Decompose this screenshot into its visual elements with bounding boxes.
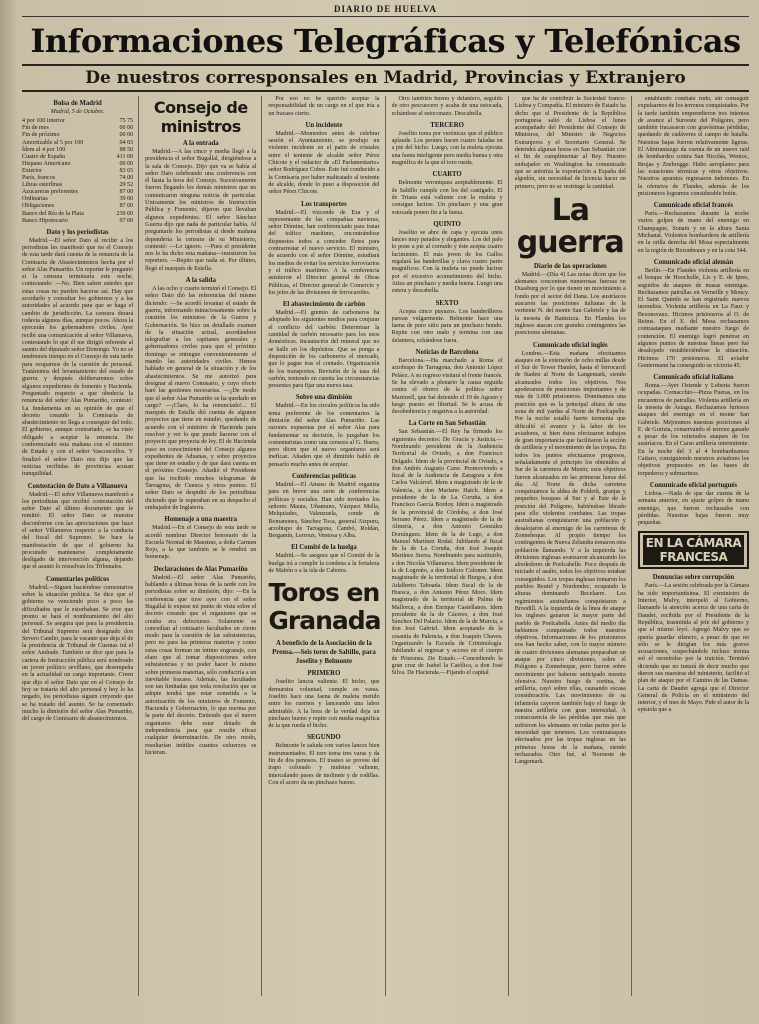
market-value: 00 00 — [119, 132, 134, 139]
section-title: Homenaje a una maestra — [164, 516, 238, 524]
section-title: Conferencias políticas — [291, 473, 356, 481]
war-title: La guerra — [516, 192, 624, 260]
article-body: Madrid.—Siguen haciéndose comentarios sobre la situación política. Se dice que el gobierno va venciendo poco a poco las dificultades que le estorbaban. Se cree que pronto se hará el nombramiento del alto personal. Se asegura que para la presidencia del Tribunal Supremo será designado don Severo Candio, para la vacante que deja el de la presidencia de Tribunal de Cuentas irá el señor Andrade. También se dice que para la cartera de Instrucción pública será nombrado un joven político sevillano, que desempeña en la actualidad un cargo importante. Creen que dijo el señor Dato que en el Consejo de hoy se trataría del alto personal y hoy lo ha negado, los periodistas siguen creyendo que se ha tratado del asunto. Se ha comentado mucho la dimisión del señor Alas Pumariño, del cargo de Comisario de abastecimientos. — [22, 584, 134, 723]
market-row — [22, 118, 133, 125]
article-body: Por eso no he querido aceptar la responsabilidad de un cargo en el que iría a un fracaso cierto. — [268, 96, 380, 117]
market-value: 83 65 — [119, 167, 134, 174]
bullfight-lead: A beneficio de la Asociación de la Prensa.—Seis toros de Saltillo, para Joselito y Belmonte — [272, 640, 376, 666]
section-title: Denuncias sobre corrupción — [652, 574, 735, 582]
article-body: A las ocho y cuarto terminó el Consejo. El señor Dato dió las referencias del mismo diciendo: —Se acordó levantar el estado de guerra, informando minuciosamente sobre la cuestión los ministros de la Guerra y Gobernación. Se hizo un detallado examen de la situación actual, acordándose telegrafiar a los capitanes generales y gobernadores civiles para que el próximo domingo se entregue convenientemente el mando las autoridades civiles. Hemos hablado en general de la situación y de los abastecimientos. Se me autorizó para designar al nuevo Comisario, y cuyo efecto haré las gestiones necesarias. —¿De modo que el señor Alas Pumariño se ha quedado en cargo? —¡Claro, lo ha renunciado!... El marqués de Estella dió cuenta de algunos proyectos que tiene en estudio, quedando de acuerdo con el ministro de Hacienda para resolver y ver lo que puede hacerse con el proyecto que proyecta de ley. El de Hacienda puso en conocimiento del Consejo algunos expedientes de Aduanas, y sobre proyectos que tiene en estudio y de que dará cuenta en el próximo Consejo. Añadió el Presidente que ha recibido muchos telegramas de Tarragona, de Cuenca y otros puntos. El señor Dato se despidió de los periodistas diciendo que le esperaban en su despacho el embajador de Inglaterra. — [145, 286, 257, 511]
article-body: Madrid.—El gremio de carboneros ha adoptado los siguientes medios para conjurar el conflicto del carbón: Determinar la cantidad de carbón necesario para los usos domésticos. Incautación del mineral que no se halle en los depósitos. Que se ponga a disposición de los carboneros el mercado, que lo pague tras el contado. Organización de los transportes. Revisión de la tasa del carbón, teniendo en cuenta las circunstancias presentes para fijar una nueva tasa. — [268, 310, 380, 390]
market-row — [22, 132, 133, 139]
market-row — [22, 218, 133, 225]
market-row — [22, 161, 133, 168]
article-body: entablando combate rudo, sin conseguir expulsarnos de los terrenos conquistados. Por la tarde también emprendieron tres intentos de avance al Suroeste del Polígono, pero también fracasaron con gravísimas pérdidas, quedando de cadáveres el campo de batalla. Nuestras bajas fueron relativamente ligeras. El Almirantazgo da cuenta de un nuevo raid de bombardeo contra San Nicolás, Wentoc, Brujas y Zeebrugge. Hubo aeroplanos para las estaciones térmicas y otros objetivos. Nuestros aparatos regresaron indemnes. En la ofensiva de Flandes, además de los prisioneros logramos considerable botín. — [637, 96, 750, 197]
market-label: Exterior — [22, 167, 42, 174]
market-label: Hispano Americano — [22, 160, 71, 167]
article-body: Londres.—Esta mañana efectuamos ataques en la extensión de ocho millas desde el Sur de Tower Hamlet, hasta el ferrocarril de Staden al Norte de Langemark, siendo alcanzados todos los objetivos. Nos apoderamos de posiciones importantes y de más de 3.000 prisioneros. Dominamos una posición que es la principal altura de una zona de mil yardas al Norte de Poelcapelle. Por la noche estalló fuerte tormenta que dificultó el avance y la labor de los aviadores, si bien éstos efectuaron trabajos de gran importancia que facilitaron la acción de artillería y el movimiento de las tropas. En todos los puntos efectuamos progresos, señaladamente el principio los obtenidos al Sur de la carretera de Menin; esos objetivos fueron alcanzados en las primeras horas del día. Al Norte de dicha carretera conquistamos la aldea de Polderk, granjas y pequeños bosques al Sur y al Este de la posición del Polígono, habiéndose librado para ello violentos combates. Las tropas australianas conquistaron una población y desalojaron al enemigo de las carreteras de Zonnebeque. Al propio tiempo los contingentes de Nueva Zelandia tomaron otra población llamando. Y a la izquierda las divisiones inglesas avanzaron alcanzando los alrededores de Poelcabelle. Poco después de iniciado el asalto, todos los objetivos estaban conseguidos. Los tropas inglesas tomaron los pueblos Reutel y Nordondec, ocupando la alturas dominando Becelaere. Los regimientos australianos conquistaron a Broodill. A la izquierda de la línea de ataque los ingleses ganaron la mayor parte del pueblo de Poelcabelle. Antes del medio día habíamos conquistado todos nuestros objetivos. Informaciones de los prisioneros nos han hecho saber, con lo mayor número de cuatro divisiones alemanas preparaban un ataque por cinco divisiones, sobre el Polígono a Zonnebeque, pero fueron sobre movimiento por haberse anticipado nuestra ofensiva. Nuestro fuego de cortina, de artillería, cayó sobre ellas, causando escasa consideración. Las movimientos de su infantería cayeron también bajo el fuego de nuestra artillería con gran intensidad. A consecuencia de las pérdidas que más que sufrieron los alemanes en todas partes por la necesidad que tenemos. Los contraataques efectuados por las tropas inglesas en las primeras horas de la mañana, siendo rechazados. Otro fué, al Noroeste de Langemark. — [514, 350, 626, 766]
section-title: Declaraciones de Alas Pumariño — [153, 565, 248, 573]
article-body: Madrid.—En el Consejo de esta tarde se acordó nombrar Director honorario de la Escuela Normal de Maestras, a doña Carmen Rojo, a la que también se le rendirá un homenaje. — [145, 525, 257, 561]
market-row — [22, 168, 133, 175]
market-row — [22, 196, 133, 203]
market-row — [22, 154, 133, 161]
section-title: Los transportes — [301, 200, 347, 208]
market-row — [22, 125, 133, 132]
article-body: París.—Rechazamos durante la noche varios golpes de mano del enemigo en Champagne, Sonain y en la altura Santa Michanal. Violentos bombardeos de artillería en la orilla derecha del Mosa especialmente en la región de Bezonbeaux y en la cota 344. — [637, 211, 750, 254]
article-body: Madrid.—El vizconde de Eza y el representante de las compañías navieras, señor Dómine, han conferenciado para tratar del tráfico marítimo, encontrándose dispuestos todos a conceder fletes para contrarrestar el nuevo servicio. El ministro, de acuerdo con el señor Dómine, estudiará los medios de evitar los servicios ferroviarios y el tráfico marítimo. A la conferencia asistieron el Director general de Obras Públicas, el Director general de Comercio y los jefes de las divisiones de ferrocarriles. — [268, 209, 380, 296]
section-title: El abastecimiento de carbón — [282, 301, 365, 309]
market-value: 97 00 — [119, 217, 134, 224]
columns — [22, 96, 749, 996]
section-title: Contestación de Dato a Villanueva — [27, 482, 128, 490]
section-title: Comunicado oficial italiano — [653, 374, 734, 382]
article-body: París.—La sesión celebrada por la Cámara ha sido importantísima. El exministro de Interior, Malvy, interpeló al Gobierno, llamando la atención acerca de una carta de Daudet, recibida por el Presidente de la República, trasmitida al jefe del gobierno y que el mismo leyó. Agregó Malvy que se quería guardar silencio, a pesar de que no sólo se le dirigían los más graves acusaciones, sospechándole incluso treinta sol el reembolso por la traición. Terminó diciendo que no tratará de decir mucho que dieron sus maestras del ministerio, facilitó el plan de ataque por el Camino de las Damas. La carta de Daudet agrega que el Director General de Policía en el ministerio del interior, y el mes de Mayo. Pide el autor de la epístola que a — [637, 583, 750, 714]
article-body: Joselito torea por verónicas que el público aplaude. Los peones hacen cuatro faladas en a pie del bicho. Luego, con la muleta ejecuta una faena inteligente pero media buena y otra magnífica de la que el toro rueda. — [391, 130, 503, 167]
market-value: 94 65 — [119, 139, 134, 146]
article-body: Madrid.—A las cinco y media llegó a la presidencia el señor Bugallal, dirigiéndose a la sala de Consejo. Dijo que va se había al señor Dato celebrando una conferencia con él hasta la hora del Consejo. Sucesivamente fueron llegando los demás ministros que no comunicaron ninguna noticia de particular. Únicamente los ministros de Instrucción Pública y Fomento, dijeron que llevaban algunos expedientes. El señor Sánchez Guerra dijo que nada de particular había. Al preguntarle los periodistas si desde mañana dependería la censura de su Ministerio, contestó: —Lo ignoro. —Pues el presidente nos lo ha dicho esta mañana—insistieron los reporters. —Repito que nada sé. Por último, llegó el marqués de Estella. — [145, 149, 257, 272]
article-body: San Sebastián.—El Rey ha firmado los siguientes decretos: De Gracia y Justicia.—Nombrando presidente de la Audiencia Territorial de Oviedo, a don Francisco Delgado. Idem de la provincial de Oviedo, a don Andrés Augusto Cano. Promoviendo a fiscal de la Audiencia de Zaragoza a don Carlos Valcárcel. Idem a magistrado de la de Valencia, a don Mariano Hatch. Idem a presidente de la de La Coruña, a don Francisco García Bordoy. Idem a magistrado de la provincial de Córdoba, a don José Serrano Pérez. Idem a magistrado de la de Almería, a don Antonio González Domínguez. Idem de la de Lugo, a don Manuel Martínez Rodal. Jubilando al fiscal de la de La Coruña, don José Joaquín Martínez Sierra. Nombrando para sustituirlo, a don Nicolás Villanueva. Idem presidente de la de Logroño, a don Isidoro Colomer. Idem magistrado de la territorial de Burgos, a don Adalberto Taboada. Idem fiscal de la de Huesca, a don Antonio Pérez Moro. Idem magistrado de la territorial de Palma de Mallorca, a don Enrique Castellanos. Idem presidente de la de Cáceres, a don José Sánchez Del Palacio. Idem de la de Murcia, a don José Gabriel. Idem aceptando de la cesantía de Palencia, a don Joaquín Chaves. Organizando la Escuela de Criminología. Jubilando al regresar y acceso en el cuerpo de Prisiones. De Estado.—Concediendo la gran cruz de Isabel la Católica, a don José Silva. De Hacienda.—Fijando el capital — [391, 429, 503, 677]
market-label: Ídem al 4 por 100 — [22, 146, 66, 153]
column-2 — [145, 96, 262, 996]
article-body: Joselito lancea valiente. El bicho, que demuestra voluntad, cumple en varas. Joselito hace una faena de maleta metido entre los cuernos y lanceando una labor admirable. A la hora de la verdad deja un pinchazo bueno y repite con media magnífica de la que rueda el bicho. — [268, 679, 380, 730]
article-body: Madrid.—El señor Villanueva manifestó a los periodistas que recibió contestación del señor Dato al último documento que le remitió. El señor Dato se muestra disconforme con las apreciaciones que hace el señor Villanueva respecto a la conducta del fiscal del Supremo. Se hace la manifestación de que el gobierno ha procurado mantenerse completamente desligado de intervención alguna, dejando que el asunto lo resuelvan los Tribunales. — [22, 491, 134, 571]
market-table — [22, 118, 133, 224]
article-body: Madrid.—(Día 4) Las notas dicen que los alemanes concentran numerosas fuerzas en Duasburg por lo que tienen un movimiento a fondo por el sector del Dana. Los austríacos atacaron las posiciones italianas de la vertiente N. del monte San Gabriele y las de la meseta de Bainsizza. En Flandes los ingleses atacan con grandes contingentes las posiciones alemanas. — [514, 271, 626, 337]
section-title: A la salida — [185, 277, 216, 285]
headline-rule — [22, 64, 749, 66]
article-body: Roma.—Ayer Ostende y Loberia fueron ocupadas. Cornacchio—Pizza Fueras, en los encuentros de patrullas. Violenta artillería en la meseta de Asiago. Rechazamos furiosos ataques del enemigo en el monte San Gabriele. Mejoramos nuestras posiciones al E. de Gorizia, conservando el terreno ganado a pesar de los reiterados ataques de los austríacos. En el Carso artillería intermitente. En la noche del 3 al 4 bombardeamos Cattaro, consiguiendo nuestros aviadores los objetivos propuestos en las bases de torpederos y submarinos. — [637, 383, 750, 477]
section-title: Comunicado oficial inglés — [532, 341, 608, 349]
market-row — [22, 140, 133, 147]
market-value: 00 00 — [119, 160, 134, 167]
article-body: Berlín.—En Flandes violenta artillería en el bosque de Hoocholle, Lis y E. de Ipres, seguidos de ataques de masas enemigas. Rechazamos patrullas en Verneille y Moncy. El Saint Quintín se han registrado nuevos incendios. Violenta artillería en La Faux y Bezonsvaux. Hicimos prisioneros al O. de Reims. En el E. del Mosa rechazamos contraataques mediante nuestro fuego de contención. El enemigo logró penetrar en algunos puntos de nuestras líneas pero fué desalojado restableciéndose la situación. Hicimos 170 prisioneros. El aviador Gontermann ha conseguido su victoria 45. — [637, 267, 750, 369]
market-label: Ordinarias — [22, 196, 48, 203]
section-title: A la entrada — [182, 140, 219, 147]
market-row — [22, 203, 133, 210]
section-title: Noticias de Barcelona — [415, 349, 479, 357]
market-value: 39 00 — [119, 196, 134, 203]
article-body: Otro también bueno y delantero, seguido de otro pescuecero y acaba de una estocada, echándose al estoconazo. Descabella. — [391, 96, 503, 117]
section-title: Un incidente — [305, 121, 343, 129]
column-6 — [638, 96, 749, 996]
article-body: Lisboa.—Nada de que dar cuenta de la semana anterior, en ajuste golpes de mano enemigo, que fueron rechazados con pérdidas. Nuestras bajas fueron muy pequeñas. — [637, 490, 750, 527]
article-body: que ha de contribuir la Sociedad franco-Lisboa y Compañía. El ministro de Estado ha dicho que el Presidente de la República portuguesa salió de Lisboa el lunes acompañado del Presidente del Consejo de Ministros, del Ministro de Negocios Extranjeros y el Secretario General. Se detendrá algunas horas en San Sebastián con el fin de cumplimentar al Rey. Nuestro embajador en Washington ha comunicado que se autoriza la exportación a España del algodón, sin necesidad de licencia hacer en primero, pero no se restringe la cantidad. — [514, 96, 626, 190]
section-title: Diario de las operaciones — [533, 262, 607, 270]
market-label: Azucareras preferentes — [22, 189, 78, 196]
section-title: Sobre una dimisión — [295, 394, 353, 402]
market-label: Amortizable al 5 por 100 — [22, 139, 84, 146]
column-5 — [515, 96, 632, 996]
market-row — [22, 175, 133, 182]
subhead-rule — [22, 90, 749, 92]
section-title: Comunicado oficial alemán — [653, 258, 734, 266]
article-body: Madrid.—Se asegura que el Comité de la huelga irá a cumplir la condena a la fortaleza de Mahón o a la isla de Cabrera. — [268, 553, 380, 575]
market-row — [22, 189, 133, 196]
section-title: La Corte en San Sebastián — [408, 420, 486, 428]
article-body: Barcelona.—Ha marchado a Roma el arzobispo de Tarragona, don Antonio López Peláez. A su regreso visitará el frente francés. Se ha elevado a plenario la causa seguida contra el obrero de la política señor Martorell, que fué detenido el 19 de Agosto y luego puesto en libertad. Se le acusa de desobediencia y negativa a la autoridad. — [391, 358, 503, 416]
market-value: 87 00 — [119, 189, 134, 196]
article-body: Joselito se abre de capa y ejecuta unos lances muy parados y elegantes. Los del palo lo pone a pie al cornudo y éste acepta cuatro lucimiento. El más joven de los Gallos regalará las banderillas y clava cuatro pares magníficos. Con la muleta no puede lucirse por el excesivo acometimiento del bicho. Atiza un pinchazo y media buena. Luego una entera y descabella. — [391, 229, 503, 295]
column-1 — [22, 96, 139, 996]
market-value: 239 00 — [116, 210, 134, 217]
market-row — [22, 211, 133, 218]
masthead: DIARIO DE HUELVA — [22, 4, 749, 17]
market-label: Libras esterlinas — [22, 182, 63, 189]
framed-title: EN LA CÁMARA FRANCESA — [643, 535, 744, 565]
subsection-title: PRIMERO — [307, 670, 341, 678]
section-title: Comentarios políticos — [45, 575, 110, 583]
article-body: Madrid.—El señor Alas Pumariño, hablando a últimas horas de la tarde con los periodistas sobre su dimisión, dijo: —En la conferencia que tuve ayer con el señor Bugallal le expuse mi punto de vista sobre el decreto creando que el organismo que se creaba era defectuoso. Solamente se concedían al comisario facultades en cierto modo para la cuestión de las subsistencias, pero no para las primeras materias y como estas cosas forman un íntimo engranaje, con elaro que al tomar disposiciones sobre subsistencias y no poder hacer lo mismo sobre primeras materias, sólo conduciría a un inevitable fracaso. Además, las facultades son tan limitadas que toda resolución que se adopte tendrá que estar sometida a la autorización de los ministros de Fomento, Hacienda y Gobernación, lo que merma por la parte del decreto. Entiendo que el nuevo organismo debe estar dotado de independencia para que resulte eficaz cualquier determinación. De otro modo, resultarían inútiles cuantos esfuerzos se hicieran. — [145, 574, 257, 756]
article-body: Madrid.—El señor Dato al recibir a los periodistas les manifestó que no el Consejo de esta tarde dará cuenta de la renuncia de la Comisaría de Abastecimientos hecha por el señor Alas Pumariño. Un reporter le preguntó si la censura terminaría este noche, contestando: —No. Bien saben ustedes que estas cosas no pueden hacerse así. Hay que acordarlo y consultar los gobiernos y a las autoridades al acuerdo para que se haga el cambio de jurisdicción. La censura durará todavía algunos días, aunque pocos. Ahora la ejercerán los gobernadores civiles. Ayer recibí una comunicación al señor Villanueva, contestando lo que él me dirigió referente al asunto del diputado señor Domingo. Yo no sé tendremos tiempo en el Consejo de esta tarde para ocuparnos de la cuestión de personal. Tratáremos del levantamiento del estado de guerra y después deliberaremos sobre algunos expedientes de fomento y Hacienda. Preguntado respecto a que obedecía la renuncia del señor Alas Pumariño, contestó: La fundamenta en su opinión de que el decreto creando la Comisaría de abastecimiento no llega a conseguir del todo. El gobierno, aunque contrariado, se ha visto obligado a aceptar la renuncia. He conferenciado esta mañana con el ministro de Estado y con el señor Vasconcellos. Y finalizó el señor Dato nos dijo que las noticias recibidas de provincias acusan tranquilidad. — [22, 237, 134, 478]
market-label: Banco del Río de la Plata — [22, 210, 84, 217]
headline: Informaciones Telegráficas y Telefónicas — [30, 22, 741, 60]
section-title: Comunicado oficial portugués — [649, 481, 738, 489]
subsection-title: SEGUNDO — [307, 734, 341, 742]
article-body: Belmonte le saluda con varios lances bien instrumentados. El toro toma tres varas y da fin de dos penosos. El trasteo se provee del trapo colorado y muletea valiente, intercalando pases de molinete y de rodillas. Con el acero da un pinchazo bueno. — [268, 743, 380, 786]
article-body: Madrid.—Momentos antes de celebrar sesión el Ayuntamiento, se produjo un violento incidente en el patio de cristales entre el teniente de alcalde señor Pérez Chicote y el redactor de «El Parlamentario» señor Rodríguez Cobos. Éste fué conducido a la Comisaría por haber maltratado al teniente de alcalde, donde lo puso a disposición del señor Pérez Chicote. — [268, 130, 380, 196]
market-value: 87 00 — [119, 203, 134, 210]
framed-article — [638, 531, 749, 569]
market-label: Banco Hipotecario — [22, 217, 68, 224]
article-body: Madrid.—En los círculos políticos ha sido tema preferente de los comentarios la dimisión del señor Alas Pumariño. Las razones expuestas por el señor Alas para fundamentar su decisión, lo juzgaban los comentaristas como una censura al G. Ibarra, pero dicen que el nuevo organismo será ineficaz. Añaden que el dimitido habló de pensarlo mucho antes de aceptar. — [268, 403, 380, 468]
market-label: Fin de mes — [22, 125, 49, 132]
market-title: Bolsa de Madrid — [53, 100, 102, 107]
section-title: El Comité de la huelga — [291, 544, 357, 552]
section-title: Comunicado oficial francés — [653, 202, 734, 210]
subsection-title: CUARTO — [432, 171, 462, 179]
market-date: Madrid, 5 de Octubre. — [50, 109, 105, 115]
article-body: Acepta cinco puyazos. Los banderilleros parean vulgarmente. Belmonte hace una faena de puro sitio para un pinchazo hondo. Repite con otro malo y termina con una delantera, echándose fuera. — [391, 308, 503, 344]
market-label: 4 por 100 interior — [22, 118, 65, 125]
column-3 — [268, 96, 385, 996]
market-value: 411 00 — [116, 153, 134, 160]
market-label: París, francos — [22, 175, 56, 182]
big-section-title: Consejo de ministros — [153, 98, 248, 136]
article-body: Belmonte veroniquea aceptablemente. El de Saltillo cumple con los del castigado. El de Triana está valiente con la muleta y consigue lucirse. Un pinchazo y una gran estocada ponen fin a la faena. — [391, 180, 503, 216]
market-label: Obligaciones — [22, 203, 55, 210]
bullfight-title: Toros en Granada — [268, 578, 381, 636]
section-title: Dato y los periodistas — [46, 228, 109, 236]
market-value: 75 75 — [119, 118, 134, 125]
subhead: De nuestros corresponsales en Madrid, Provincias y Extranjero — [85, 68, 686, 88]
market-label: Fin de próximo — [22, 132, 60, 139]
subsection-title: TERCERO — [430, 121, 464, 129]
market-label: Cuatro de España — [22, 153, 65, 160]
article-body: Madrid.—El Amaso de Madrid organiza para en breve una serie de conferencias políticas y sociales. Han sido invitados los señores Maura, Uñamuno, Vázquez Mella, Melquiades, Valenzuela, conde de Romanones, Sánchez Toca, general Aizpuru, arzobispo de Tarragona, Cambó, Roldán, Bergamín, Lerroux, Ventosa y Alba. — [268, 482, 380, 540]
column-4 — [392, 96, 509, 996]
subsection-title: SEXTO — [435, 299, 459, 307]
market-value: 88 50 — [119, 146, 134, 153]
market-value: 74 00 — [119, 175, 134, 182]
market-row — [22, 147, 133, 154]
market-value: 29 52 — [119, 182, 134, 189]
market-value: 00 00 — [119, 125, 134, 132]
subsection-title: QUINTO — [433, 220, 461, 228]
